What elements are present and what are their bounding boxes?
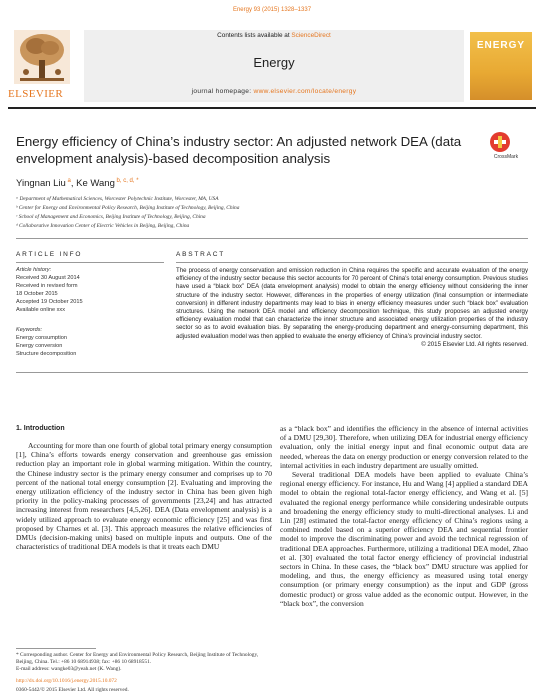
contents-prefix: Contents lists available at xyxy=(217,32,292,39)
article-title: Energy efficiency of China’s industry sector: An adjusted network DEA (data envelopment analysis)-based decomposition analysis xyxy=(16,134,462,166)
history-item: 18 October 2015 xyxy=(16,291,58,297)
doi-link[interactable]: http://dx.doi.org/10.1016/j.energy.2015.10.072 xyxy=(16,678,117,684)
author-name[interactable]: Ke Wang xyxy=(76,178,115,190)
abstract-body xyxy=(176,267,528,349)
affiliation: ᶜ School of Management and Economics, Beijing Institute of Technology, Beijing, China xyxy=(16,214,206,220)
keyword[interactable]: Energy conversion xyxy=(16,343,63,349)
corresponding-author-note: * Corresponding author. Center for Energy and Environmental Policy Research, Beijing Institute of Technology, Beijing, China. Tel.: +86 10 68914938; fax: +86 10 68918551. xyxy=(16,652,259,665)
affiliation: ᵇ Center for Energy and Environmental Policy Research, Beijing Institute of Technology, Beijing, China xyxy=(16,205,240,211)
elsevier-tree-icon xyxy=(14,30,70,84)
keyword[interactable]: Energy consumption xyxy=(16,335,67,341)
author-separator: , xyxy=(70,178,77,190)
paragraph: Several traditional DEA models have been applied to evaluate China’s regional energy efficiency. For instance, Hu and Wang [4] applied a standard DEA model to obtain the regional total-factor energy efficiency, and Wang et al. [5] evaluated the regional energy performance while considering undesirable outputs and broadening the energy efficiency study to multi-directional analyses. Li and Lin [28] estimated the total-factor energy efficiency of China’s regions using a combined model based on a superior efficiency DEA and sequential frontier model to improve the discriminating power and avoid the technical regression of traditional DEA approaches. Furthermore, utilizing a traditional DEA model, Zhao et al. [30] evaluated the total factor energy efficiency of provincial industrial sectors in China. In these cases, the “black box” DMU structure was applied for modeling, and thus, the energy efficiency as measured using total energy consumption (or primary energy consumption) as the input and GDP (gross domestic product) or gross value added as the economic output. However, in the “black box”, the conversion xyxy=(280,470,528,608)
abstract-copyright: © 2015 Elsevier Ltd. All rights reserved. xyxy=(421,340,528,348)
history-item: Accepted 19 October 2015 xyxy=(16,299,83,305)
journal-reference[interactable]: Energy 93 (2015) 1328–1337 xyxy=(232,7,312,13)
crossmark-glyph-icon xyxy=(490,132,510,152)
header-divider xyxy=(8,107,536,109)
body-column-left xyxy=(16,441,272,551)
abstract-text: The process of energy conservation and emission reduction in China requires the specific and accurate evaluation of the energy efficiency of the industry sector because this sector accounts for 70 percent of China’s total energy consumption. Previous studies have used a “black box” DEA (data envelopment analysis) model to obtain the energy efficiency without considering the inner structure of the industry sector. However, differences in the properties of energy utilization (final consumption or intermediate conversion) in different industry departments may lead to bias in energy efficiency measures under such “black box” evaluation structures. Using the network DEA model and efficiency decomposition technique, this study proposes an adjusted energy efficiency evaluation model that can characterize the inner structure and associated energy utilization properties of the industry sector so as to avoid evaluation bias. By separating the energy-producing department and energy-consuming department, this adjusted evaluation model was then applied to evaluate the energy efficiency of China’s provincial industry sector. xyxy=(176,267,528,340)
issn-copyright: 0360-5442/© 2015 Elsevier Ltd. All rights reserved. xyxy=(16,687,129,693)
publisher-name: ELSEVIER xyxy=(8,88,64,100)
homepage-link[interactable]: www.elsevier.com/locate/energy xyxy=(253,88,357,95)
cover-title: ENERGY xyxy=(476,40,526,51)
abstract-heading: ABSTRACT xyxy=(176,251,226,258)
affiliation: ᵃ Department of Mathematical Sciences, Worcester Polytechnic Institute, Worcester, MA, USA xyxy=(16,196,219,202)
affiliation: ᵈ Collaborative Innovation Center of Electric Vehicles in Beijing, Beijing, China xyxy=(16,223,190,229)
section-heading-introduction: 1. Introduction xyxy=(16,425,65,432)
footnote-divider xyxy=(16,648,96,649)
author-name[interactable]: Yingnan Liu xyxy=(16,178,66,190)
crossmark-label: CrossMark xyxy=(493,154,519,160)
crossmark-icon[interactable] xyxy=(490,132,510,152)
contents-available-line xyxy=(84,32,464,39)
sciencedirect-link[interactable]: ScienceDirect xyxy=(291,32,331,39)
history-item: Available online xxx xyxy=(16,307,66,313)
history-item: Received in revised form xyxy=(16,283,78,289)
history-label: Article history: xyxy=(16,267,52,273)
author-affiliation-marks[interactable]: a xyxy=(65,178,71,184)
article-info-divider xyxy=(16,262,164,263)
keywords-label: Keywords: xyxy=(16,327,43,333)
abstract-divider xyxy=(176,262,528,263)
footnote xyxy=(16,652,272,673)
homepage-prefix: journal homepage: xyxy=(191,88,254,95)
body-column-right xyxy=(280,424,528,608)
journal-homepage-line xyxy=(84,88,464,95)
article-info-heading: ARTICLE INFO xyxy=(16,251,83,258)
affiliation-divider xyxy=(16,238,528,239)
email-note[interactable]: E-mail address: wangke03@yeah.net (K. Wang). xyxy=(16,666,122,672)
author-list xyxy=(16,178,139,189)
journal-name: Energy xyxy=(253,55,295,70)
history-item: Received 30 August 2014 xyxy=(16,275,80,281)
paragraph: as a “black box” and identifies the efficiency in the absence of internal activities of a DMU [29,30]. Therefore, when utilizing DEA for industrial energy efficiency evaluation, only the initial energy input and final economic output data are needed, whereas the data on energy production or energy conversion related to the internal activities in each industry department are usually omitted. xyxy=(280,424,528,470)
keyword[interactable]: Structure decomposition xyxy=(16,351,77,357)
author-affiliation-marks[interactable]: b, c, d, * xyxy=(114,178,139,184)
paragraph: Accounting for more than one fourth of global total primary energy consumption [1], China’s efforts towards energy conservation and greenhouse gas emission reduction play an important role in global warming mitigation. Within the country, the Chinese industry sector is the primary energy consumer and comprises up to 70 percent of the national total energy consumption [2]. Evaluating and improving the energy utilization efficiency of the industry sector in China has been given high priority in the policy-making processes of governments [23,24] and has attracted increasing interest from researchers [4,5,26]. DEA (Data envelopment analysis) is a widely utilized approach to evaluate energy economic efficiency [25] and was first proposed by Charnes et al. [3]. This approach measures the relative efficiencies of DMUs (decision-making units) based on multiple inputs and outputs. One of the characteristics of traditional DEA models is that it treats each DMU xyxy=(16,441,272,552)
abstract-bottom-divider xyxy=(16,372,528,373)
